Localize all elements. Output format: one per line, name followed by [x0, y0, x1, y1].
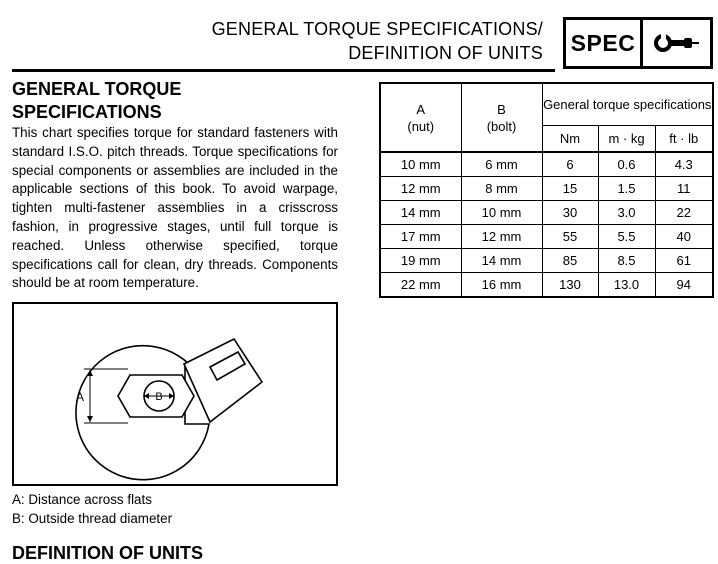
cell-mkg: 8.5	[598, 249, 655, 273]
cell-ftlb: 40	[655, 225, 713, 249]
cell-bolt: 8 mm	[461, 177, 542, 201]
cell-ftlb: 22	[655, 201, 713, 225]
header-nut	[380, 83, 461, 152]
header-unit-ftlb: ft · lb	[655, 126, 713, 153]
spec-badge	[563, 17, 713, 69]
cell-nut: 10 mm	[380, 152, 461, 177]
header-unit-nm: Nm	[542, 126, 598, 153]
torque-wrench-icon	[643, 20, 710, 66]
cell-mkg: 1.5	[598, 177, 655, 201]
cell-mkg: 0.6	[598, 152, 655, 177]
cell-mkg: 3.0	[598, 201, 655, 225]
cell-nut: 12 mm	[380, 177, 461, 201]
header-torque-group: General torque specifications	[542, 83, 713, 126]
cell-ftlb: 61	[655, 249, 713, 273]
header-bolt-letter: B	[497, 101, 506, 117]
cell-bolt: 14 mm	[461, 249, 542, 273]
cell-ftlb: 4.3	[655, 152, 713, 177]
caption-a: A: Distance across flats	[12, 492, 152, 507]
page-title-line-1: GENERAL TORQUE SPECIFICATIONS/	[211, 19, 543, 39]
cell-bolt: 12 mm	[461, 225, 542, 249]
table-row	[380, 225, 713, 249]
next-section-title: DEFINITION OF UNITS	[12, 543, 203, 563]
cell-bolt: 10 mm	[461, 201, 542, 225]
torque-spec-table	[379, 82, 714, 298]
table-row	[380, 177, 713, 201]
table-row	[380, 201, 713, 225]
page-title	[212, 17, 543, 65]
section-title-line-2: SPECIFICATIONS	[12, 102, 162, 122]
header-divider	[12, 69, 555, 72]
header-unit-mkg: m · kg	[598, 126, 655, 153]
cell-nut: 14 mm	[380, 201, 461, 225]
table-row	[380, 273, 713, 298]
cell-ftlb: 94	[655, 273, 713, 298]
cell-mkg: 5.5	[598, 225, 655, 249]
cell-nut: 22 mm	[380, 273, 461, 298]
header-nut-label: (nut)	[407, 118, 435, 134]
cell-nm: 6	[542, 152, 598, 177]
section-body-text: This chart specifies torque for standard fasteners with standard I.S.O. pitch threads. Torque specifications for special components or assemblies are included in the applicable sections of this book. To avoid warpage, tighten multi-fastener assemblies in a crisscross fashion, in progressive stages, until full torque is reached. Unless otherwise specified, torque specifications call for clean, dry threads. Components should be at room temperature.	[12, 125, 338, 291]
header-bolt-label: (bolt)	[486, 118, 517, 134]
cell-nut: 17 mm	[380, 225, 461, 249]
wrench-diagram	[12, 302, 338, 486]
dimension-label-a: A	[75, 390, 84, 404]
caption-b: B: Outside thread diameter	[12, 511, 173, 526]
spec-label: SPEC	[566, 20, 643, 66]
dimension-label-b: B	[155, 391, 163, 403]
table-row	[380, 249, 713, 273]
header-nut-letter: A	[416, 101, 426, 117]
cell-nut: 19 mm	[380, 249, 461, 273]
header-bolt	[461, 83, 542, 152]
cell-mkg: 13.0	[598, 273, 655, 298]
section-title-line-1: GENERAL TORQUE	[12, 79, 182, 99]
section-title	[12, 78, 342, 124]
cell-nm: 130	[542, 273, 598, 298]
cell-ftlb: 11	[655, 177, 713, 201]
cell-bolt: 16 mm	[461, 273, 542, 298]
table-row	[380, 152, 713, 177]
page-title-line-2: DEFINITION OF UNITS	[348, 43, 543, 63]
cell-bolt: 6 mm	[461, 152, 542, 177]
cell-nm: 85	[542, 249, 598, 273]
cell-nm: 15	[542, 177, 598, 201]
cell-nm: 30	[542, 201, 598, 225]
cell-nm: 55	[542, 225, 598, 249]
